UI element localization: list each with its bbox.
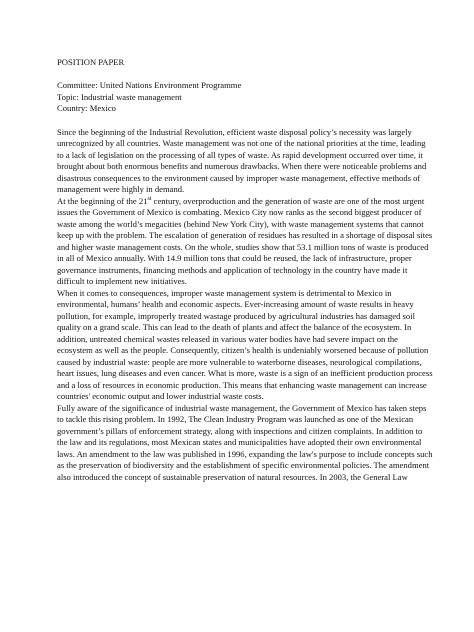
- country-line: Country: Mexico: [57, 103, 116, 113]
- paragraph-3: When it comes to consequences, improper waste management system is detrimental to Mexico in environmental, humans’ health and economic aspects. Ever-increasing amount of waste results in heavy pollution, for example, improperly treated wastage produced by agricultural industries has damaged soil quality on a grand scale. This can lead to the death of plants and affect the balance of the ecosystem. In addition, untreated chemical wastes released in various water bodies have had severe impact on the ecosystem as well as the people. Consequently, citizen’s health is undeniably worsened because of pollution caused by industrial waste: people are more vulnerable to waterborne diseases, neurological compilations, heart issues, lung diseases and even cancer. What is more, waste is a sign of an inefficient production process and a loss of resources in economic production. This means that enhancing waste management can increase countries' economic output and lower industrial waste costs.: [57, 287, 433, 401]
- committee-line: Committee: United Nations Environment Programme: [57, 80, 242, 90]
- paragraph-4: Fully aware of the significance of industrial waste management, the Government of Mexico has taken steps to tackle this rising problem. In 1992, The Clean Industry Program was launched as one of the Mexican government’s pillars of enforcement strategy, along with inspections and citizen complaints. In addition to the law and its regulations, most Mexican states and municipalities have adopted their own environmental laws. An amendment to the law was published in 1996, expanding the law's purpose to include concepts such as the preservation of biodiversity and the establishment of specific environmental policies. The amendment also introduced the concept of sustainable preservation of natural resources. In 2003, the General Law: [57, 402, 433, 482]
- paragraph-1: Since the beginning of the Industrial Revolution, efficient waste disposal policy’s necessity was largely unrecognized by all countries. Waste management was not one of the national priorities at the time, leading to a lack of legislation on the processing of all types of waste. As rapid development occurred over time, it brought about both enormous benefits and numerous drawbacks. When there were noticeable problems and disastrous consequences to the environment caused by improper waste management, effective methods of management were highly in demand.: [57, 126, 427, 194]
- topic-line: Topic: Industrial waste management: [57, 91, 182, 102]
- document-title: POSITION PAPER: [57, 57, 125, 67]
- paragraph-2-lead: At the beginning of the 21: [57, 195, 148, 206]
- document-meta: [57, 80, 434, 115]
- paragraph-2: [57, 196, 434, 288]
- document-body: [57, 127, 434, 484]
- paragraph-2-rest: century, overproduction and the generation of waste are one of the most urgent issues the Government of Mexico is combating. Mexico City now ranks as the second biggest producer of waste among the world’s megacities (behind New York City), with waste management systems that cannot keep up with the problem. The escalation of generation of residues has resulted in a shortage of disposal sites and higher waste management costs. On the whole, studies show that 53.1 million tons of waste is produced in all of Mexico annually. With 14.9 million tons that could be reused, the lack of infrastructure, proper governance instruments, financing methods and application of technology in the country have made it difficult to implement new initiatives.: [57, 195, 433, 286]
- superscript-st: st: [147, 195, 152, 202]
